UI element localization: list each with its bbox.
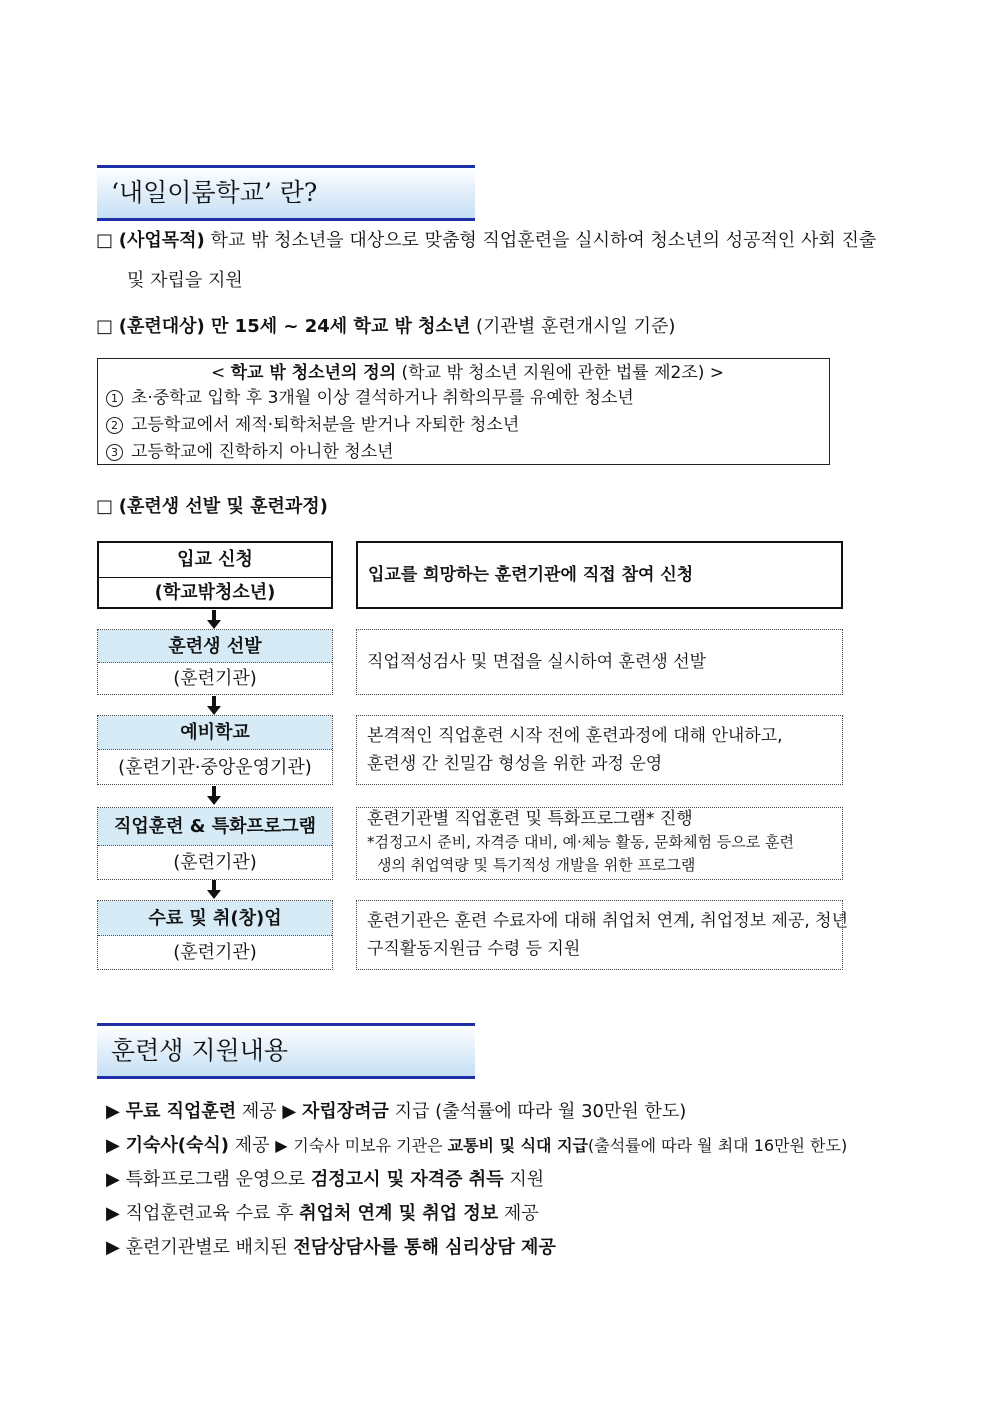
target-label: (훈련대상) 만 15세 ~ 24세 학교 밖 청소년 xyxy=(118,316,471,337)
circled-number: 3 xyxy=(106,444,123,461)
target-paragraph xyxy=(96,310,675,344)
definition-item: 1 초·중학교 입학 후 3개월 이상 결석하거나 취학의무를 유예한 청소년 xyxy=(106,385,829,412)
arrow-down-icon xyxy=(207,786,221,806)
definition-box xyxy=(97,358,830,465)
purpose-continuation: 및 자립을 지원 xyxy=(127,270,243,291)
step-box-selection xyxy=(97,629,333,695)
step-box-preschool xyxy=(97,715,333,785)
purpose-paragraph xyxy=(96,224,876,258)
arrow-down-icon xyxy=(207,880,221,900)
step-desc-preschool: 본격적인 직업훈련 시작 전에 훈련과정에 대해 안내하고, 훈련생 간 친밀감 형성을 위한 과정 운영 xyxy=(356,715,843,785)
step-title: 입교 신청 xyxy=(99,543,331,578)
support-bullet: ▶ 특화프로그램 운영으로 검정고시 및 자격증 취득 지원 xyxy=(106,1169,545,1190)
circled-number: 1 xyxy=(106,390,123,407)
triangle-bullet-icon: ▶ xyxy=(106,1135,120,1156)
support-bullet: ▶ 무료 직업훈련 제공 ▶ 자립장려금 지급 (출석률에 따라 월 30만원 한도) xyxy=(106,1101,687,1122)
definition-heading: < 학교 밖 청소년의 정의 (학교 밖 청소년 지원에 관한 법률 제2조) > xyxy=(210,363,725,383)
step-title: 훈련생 선발 xyxy=(98,630,332,663)
checkbox-glyph: □ xyxy=(96,316,114,337)
step-desc-training: 훈련기관별 직업훈련 및 특화프로그램* 진행 *검정고시 준비, 자격증 대비, 예·체능 활동, 문화체험 등으로 훈련 생의 취업역량 및 특기적성 개발을 위한 프로그램 xyxy=(356,807,843,880)
step-title: 직업훈련 & 특화프로그램 xyxy=(98,808,332,846)
step-subtitle: (훈련기관·중앙운영기관) xyxy=(118,757,312,778)
process-paragraph xyxy=(96,490,328,524)
triangle-bullet-icon: ▶ xyxy=(106,1237,120,1258)
step-title: 예비학교 xyxy=(98,716,332,750)
step-box-application xyxy=(97,541,333,609)
purpose-text: 학교 밖 청소년을 대상으로 맞춤형 직업훈련을 실시하여 청소년의 성공적인 사회 진출 xyxy=(204,230,877,251)
triangle-bullet-icon: ▶ xyxy=(106,1101,120,1122)
triangle-bullet-icon: ▶ xyxy=(275,1136,288,1155)
section-title-school xyxy=(97,165,475,221)
checkbox-glyph: □ xyxy=(96,496,114,517)
purpose-label: (사업목적) xyxy=(118,230,205,251)
circled-number: 2 xyxy=(106,417,123,434)
triangle-bullet-icon: ▶ xyxy=(106,1169,120,1190)
support-bullet: ▶ 직업훈련교육 수료 후 취업처 연계 및 취업 정보 제공 xyxy=(106,1203,539,1224)
support-bullet: ▶ 기숙사(숙식) 제공 ▶ 기숙사 미보유 기관은 교통비 및 식대 지급(출석률에 따라 월 최대 16만원 한도) xyxy=(106,1135,848,1156)
definition-heading-bold: 학교 밖 청소년의 정의 xyxy=(230,363,397,383)
step-desc-selection: 직업적성검사 및 면접을 실시하여 훈련생 선발 xyxy=(356,629,843,695)
step-box-completion xyxy=(97,900,333,970)
target-text: (기관별 훈련개시일 기준) xyxy=(470,316,676,337)
definition-item: 2 고등학교에서 제적·퇴학처분을 받거나 자퇴한 청소년 xyxy=(106,412,829,439)
support-bullet: ▶ 훈련기관별로 배치된 전담상담사를 통해 심리상담 제공 xyxy=(106,1237,556,1258)
step-desc-completion: 훈련기관은 훈련 수료자에 대해 취업처 연계, 취업정보 제공, 청년 구직활동지원금 수령 등 지원 xyxy=(356,900,843,970)
step-box-training xyxy=(97,807,333,880)
definition-item: 3 고등학교에 진학하지 아니한 청소년 xyxy=(106,439,829,466)
triangle-bullet-icon: ▶ xyxy=(282,1101,297,1122)
triangle-bullet-icon: ▶ xyxy=(106,1203,120,1224)
step-subtitle: (훈련기관) xyxy=(173,942,257,963)
step-subtitle: (학교밖청소년) xyxy=(154,582,276,603)
arrow-down-icon xyxy=(207,610,221,630)
checkbox-glyph: □ xyxy=(96,230,114,251)
step-desc-application: 입교를 희망하는 훈련기관에 직접 참여 신청 xyxy=(356,541,843,609)
step-subtitle: (훈련기관) xyxy=(173,668,257,689)
section-title-support xyxy=(97,1023,475,1079)
process-label: (훈련생 선발 및 훈련과정) xyxy=(118,496,328,517)
step-subtitle: (훈련기관) xyxy=(173,852,257,873)
arrow-down-icon xyxy=(207,696,221,716)
step-title: 수료 및 취(창)업 xyxy=(98,901,332,936)
section-title-text: ‘내일이룸학교’ 란? xyxy=(111,178,318,207)
section-title-text: 훈련생 지원내용 xyxy=(111,1036,288,1065)
